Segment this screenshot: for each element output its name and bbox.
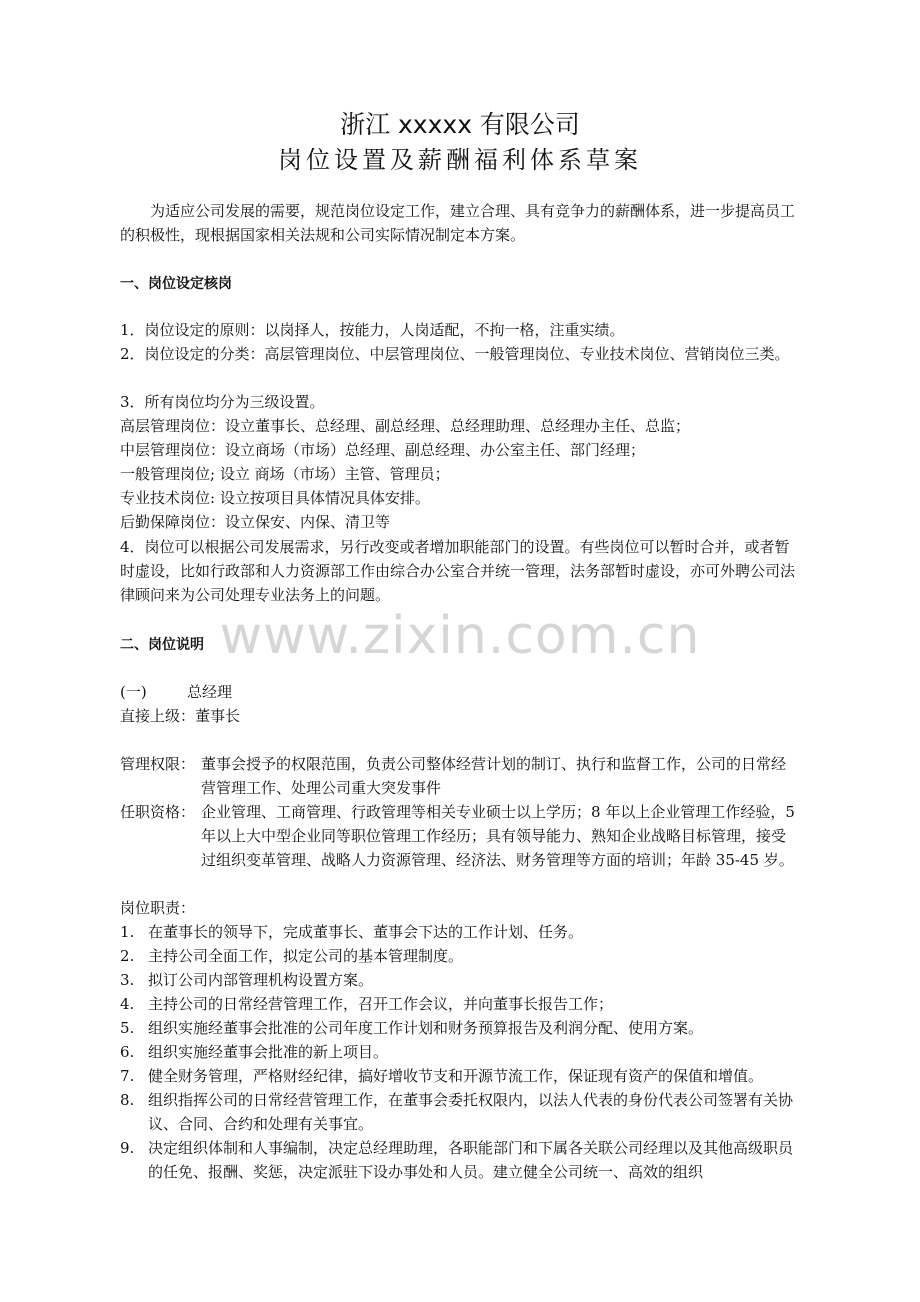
list-item-text: 组织指挥公司的日常经营管理工作，在董事会委托权限内，以法人代表的身份代表公司签署有关协议、合同、合约和处理有关事宜。 xyxy=(148,1091,794,1133)
subheading-number: (一) xyxy=(120,683,147,701)
document-subtitle: 岗位设置及薪酬福利体系草案 xyxy=(278,146,642,174)
list-item-number: 7. xyxy=(120,1067,135,1085)
list-item-number: 9. xyxy=(120,1139,135,1157)
list-item-number: 8. xyxy=(120,1091,135,1109)
list-item xyxy=(120,944,800,968)
list-item-text: 决定组织体制和人事编制，决定总经理助理，各职能部门和下属各关联公司经理以及其他高级职员的任免、报酬、奖惩，决定派驻下设办事处和人员。建立健全公司统一、高效的组织 xyxy=(148,1139,794,1181)
list-item xyxy=(120,1016,800,1040)
section1-line-5: 中层管理岗位：设立商场（市场）总经理、副总经理、办公室主任、部门经理； xyxy=(120,441,646,459)
section1-line-7: 专业技术岗位: 设立按项目具体情况具体安排。 xyxy=(120,489,430,507)
list-item xyxy=(120,1064,800,1088)
qualification-block xyxy=(120,800,800,872)
section1-line-3: 3．所有岗位均分为三级设置。 xyxy=(120,393,325,411)
duties-label: 岗位职责： xyxy=(120,899,196,917)
qualification-text: 企业管理、工商管理、行政管理等相关专业硕士以上学历；8 年以上企业管理工作经验，5 年以上大中型企业同等职位管理工作经历；具有领导能力、熟知企业战略目标管理，接受过组织变革管理、战略人力资源管理、经济法、财务管理等方面的培训；年龄 35-45 岁。 xyxy=(201,803,795,869)
section1-line-8: 后勤保障岗位：设立保安、内保、清卫等 xyxy=(120,513,391,531)
subheading-title: 总经理 xyxy=(187,683,233,701)
list-item-number: 5. xyxy=(120,1019,135,1037)
authority-label: 管理权限： xyxy=(120,755,196,773)
list-item-number: 2. xyxy=(120,947,135,965)
section1-line-4: 高层管理岗位：设立董事长、总经理、副总经理、总经理助理、总经理办主任、总监； xyxy=(120,417,691,435)
list-item-number: 6. xyxy=(120,1043,135,1061)
list-item-text: 组织实施经董事会批准的新上项目。 xyxy=(148,1043,389,1061)
list-item xyxy=(120,1136,800,1184)
list-item xyxy=(120,920,800,944)
list-item-text: 健全财务管理，严格财经纪律，搞好增收节支和开源节流工作，保证现有资产的保值和增值。 xyxy=(148,1067,764,1085)
list-item-text: 在董事长的领导下，完成董事长、董事会下达的工作计划、任务。 xyxy=(148,923,584,941)
list-item xyxy=(120,992,800,1016)
list-item-number: 4. xyxy=(120,995,135,1013)
authority-block xyxy=(120,752,800,800)
section1-line-2: 2．岗位设定的分类：高层管理岗位、中层管理岗位、一般管理岗位、专业技术岗位、营销岗位三类。 xyxy=(120,345,790,363)
list-item-text: 主持公司的日常经营管理工作，召开工作会议，并向董事长报告工作； xyxy=(148,995,614,1013)
list-item-text: 组织实施经董事会批准的公司年度工作计划和财务预算报告及利润分配、使用方案。 xyxy=(148,1019,704,1037)
section1-line-9: 4．岗位可以根据公司发展需求，另行改变或者增加职能部门的设置。有些岗位可以暂时合并，或者暂时虚设，比如行政部和人力资源部工作由综合办公室合并统一管理，法务部暂时虚设，亦可外聘公司法律顾问来为公司处理专业法务上的问题。 xyxy=(120,538,796,604)
qualification-label: 任职资格： xyxy=(120,803,196,821)
list-item-text: 拟订公司内部管理机构设置方案。 xyxy=(148,971,374,989)
list-item-number: 3. xyxy=(120,971,135,989)
list-item xyxy=(120,968,800,992)
intro-paragraph: 为适应公司发展的需要，规范岗位设定工作，建立合理、具有竞争力的薪酬体系，进一步提高员工的积极性，现根据国家相关法规和公司实际情况制定本方案。 xyxy=(120,202,796,244)
section-heading-1: 一、岗位设定核岗 xyxy=(120,276,232,292)
section1-line-1: 1．岗位设定的原则：以岗择人，按能力，人岗适配，不拘一格，注重实绩。 xyxy=(120,321,625,339)
section1-line-6: 一般管理岗位; 设立 商场（市场）主管、管理员； xyxy=(120,465,450,483)
section-heading-2: 二、岗位说明 xyxy=(120,637,204,653)
list-item-text: 主持公司全面工作，拟定公司的基本管理制度。 xyxy=(148,947,464,965)
list-item xyxy=(120,1088,800,1136)
authority-text: 董事会授予的权限范围，负责公司整体经营计划的制订、执行和监督工作，公司的日常经营管理工作、处理公司重大突发事件 xyxy=(201,755,787,797)
direct-superior: 直接上级：董事长 xyxy=(120,707,241,725)
document-title: 浙江 xxxxx 有限公司 xyxy=(340,110,580,139)
list-item-number: 1. xyxy=(120,923,135,941)
list-item xyxy=(120,1040,800,1064)
duties-list xyxy=(120,920,800,1184)
watermark: www.zixin.com.cn xyxy=(219,606,701,666)
